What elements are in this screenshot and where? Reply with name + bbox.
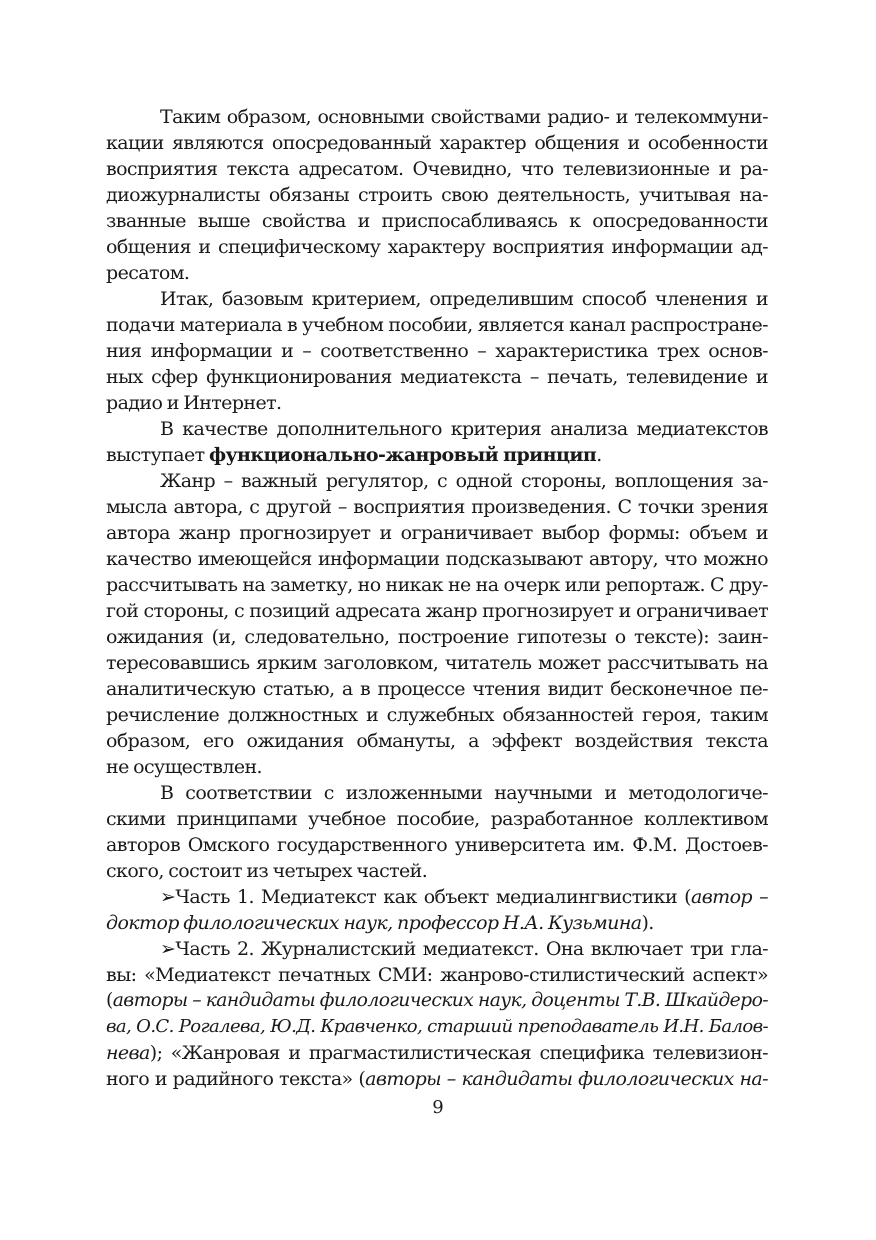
list-item-2-authors-end: нева	[106, 1042, 150, 1064]
list-item-2-authors-2: авторы – кандидаты филологических на-	[365, 1068, 768, 1090]
paragraph-4-line-4: качество имеющейся информации подсказывают автору, что можно	[106, 548, 768, 570]
list-item-2-line-3	[106, 988, 768, 1014]
list-item-1-close: ).	[641, 912, 654, 934]
list-item-1-line-1	[106, 884, 768, 910]
paragraph-1-line-2: кации являются опосредованный характер общения и особенности	[106, 132, 768, 154]
paragraph-4-line-12: не осуществлен.	[106, 756, 262, 778]
paragraph-1-line-5: званные выше свойства и приспосабливаясь к опосредованности	[106, 210, 768, 232]
paragraph-4-line-6: гой стороны, с позиций адресата жанр прогнозирует и ограничивает	[106, 600, 768, 622]
arrow-bullet-icon: ➢	[160, 938, 176, 960]
page-number: 9	[432, 1097, 444, 1118]
paragraph-4-line-2: мысла автора, с другой – восприятия произведения. С точки зрения	[106, 496, 768, 518]
paragraph-3-text: выступает	[106, 444, 209, 466]
genre-principle-bold: функционально-жанровый принцип	[208, 444, 597, 466]
list-item-2-authors-cont: ва, О.С. Рогалева, Ю.Д. Кравченко, старший преподаватель И.Н. Балов-	[106, 1016, 768, 1037]
paragraph-4-line-1: Жанр – важный регулятор, с одной стороны, воплощения за-	[160, 470, 768, 492]
list-item-2-line-6	[106, 1066, 768, 1092]
arrow-bullet-icon: ➢	[160, 886, 176, 908]
paragraph-2-line-4: ных сфер функционирования медиатекста – печать, телевидение и	[106, 366, 768, 388]
paragraph-3-period: .	[596, 444, 602, 466]
list-item-2-line-2: вы: «Медиатекст печатных СМИ: жанрово-стилистический аспект»	[106, 964, 768, 986]
paragraph-4-line-8: тересовавшись ярким заголовком, читатель может рассчитывать на	[106, 652, 768, 674]
document-body	[106, 104, 768, 1092]
list-item-2-paren: (	[106, 990, 113, 1011]
paragraph-1-line-4: диожурналисты обязаны строить свою деятельность, учитывая на-	[106, 184, 768, 206]
list-item-2-authors: авторы – кандидаты филологических наук, доценты Т.В. Шкайдеро-	[112, 990, 768, 1011]
paragraph-4-line-3: автора жанр прогнозирует и ограничивает выбор формы: объем и	[106, 522, 768, 544]
list-item-1-text: Часть 1. Медиатекст как объект медиалингвистики (	[175, 886, 691, 908]
paragraph-1-line-7: ресатом.	[106, 262, 190, 284]
list-item-2-text-end: ного и радийного текста» (	[106, 1068, 366, 1090]
paragraph-3-line-2	[106, 442, 768, 468]
list-item-2-line-4	[106, 1014, 768, 1040]
paragraph-2-line-2: подачи материала в учебном пособии, является канал распростране-	[106, 314, 768, 336]
paragraph-4-line-10: речисление должностных и служебных обязанностей героя, таким	[106, 704, 768, 726]
paragraph-4-line-5: рассчитывать на заметку, но никак не на очерк или репортаж. С дру-	[106, 574, 768, 596]
paragraph-5-line-4: ского, состоит из четырех частей.	[106, 860, 428, 882]
paragraph-5-line-1: В соответствии с изложенными научными и методологиче-	[160, 782, 768, 804]
list-item-2-line-5	[106, 1040, 768, 1066]
paragraph-1-line-3: восприятия текста адресатом. Очевидно, что телевизионные и ра-	[106, 158, 768, 180]
list-item-2-line-1	[106, 936, 768, 962]
list-item-1-line-2	[106, 910, 768, 936]
paragraph-2-line-5: радио и Интернет.	[106, 392, 282, 414]
list-item-2-text: Часть 2. Журналистский медиатекст. Она включает три гла-	[175, 938, 768, 960]
paragraph-4-line-11: образом, его ожидания обмануты, а эффект воздействия текста	[106, 730, 768, 752]
paragraph-4-line-7: ожидания (и, следовательно, построение гипотезы о тексте): заин-	[106, 626, 768, 648]
list-item-2-text-cont: ); «Жанровая и прагмастилистическая специфика телевизион-	[149, 1042, 768, 1064]
list-item-1-author: автор –	[690, 886, 768, 908]
paragraph-5-line-3: авторов Омского государственного университета им. Ф.М. Достоев-	[106, 834, 768, 856]
paragraph-4-line-9: аналитическую статью, а в процессе чтения видит бесконечное пе-	[106, 678, 768, 700]
paragraph-1-line-6: общения и специфическому характеру восприятия информации ад-	[106, 236, 768, 258]
paragraph-1-line-1: Таким образом, основными свойствами радио- и телекоммуни-	[160, 106, 768, 128]
paragraph-3-line-1: В качестве дополнительного критерия анализа медиатекстов	[160, 418, 768, 440]
list-item-1-author-cont: доктор филологических наук, профессор Н.А. Кузьмина	[106, 912, 642, 934]
paragraph-5-line-2: скими принципами учебное пособие, разработанное коллективом	[106, 808, 768, 830]
paragraph-2-line-3: ния информации и – соответственно – характеристика трех основ-	[106, 340, 768, 362]
paragraph-2-line-1: Итак, базовым критерием, определившим способ членения и	[160, 288, 768, 310]
